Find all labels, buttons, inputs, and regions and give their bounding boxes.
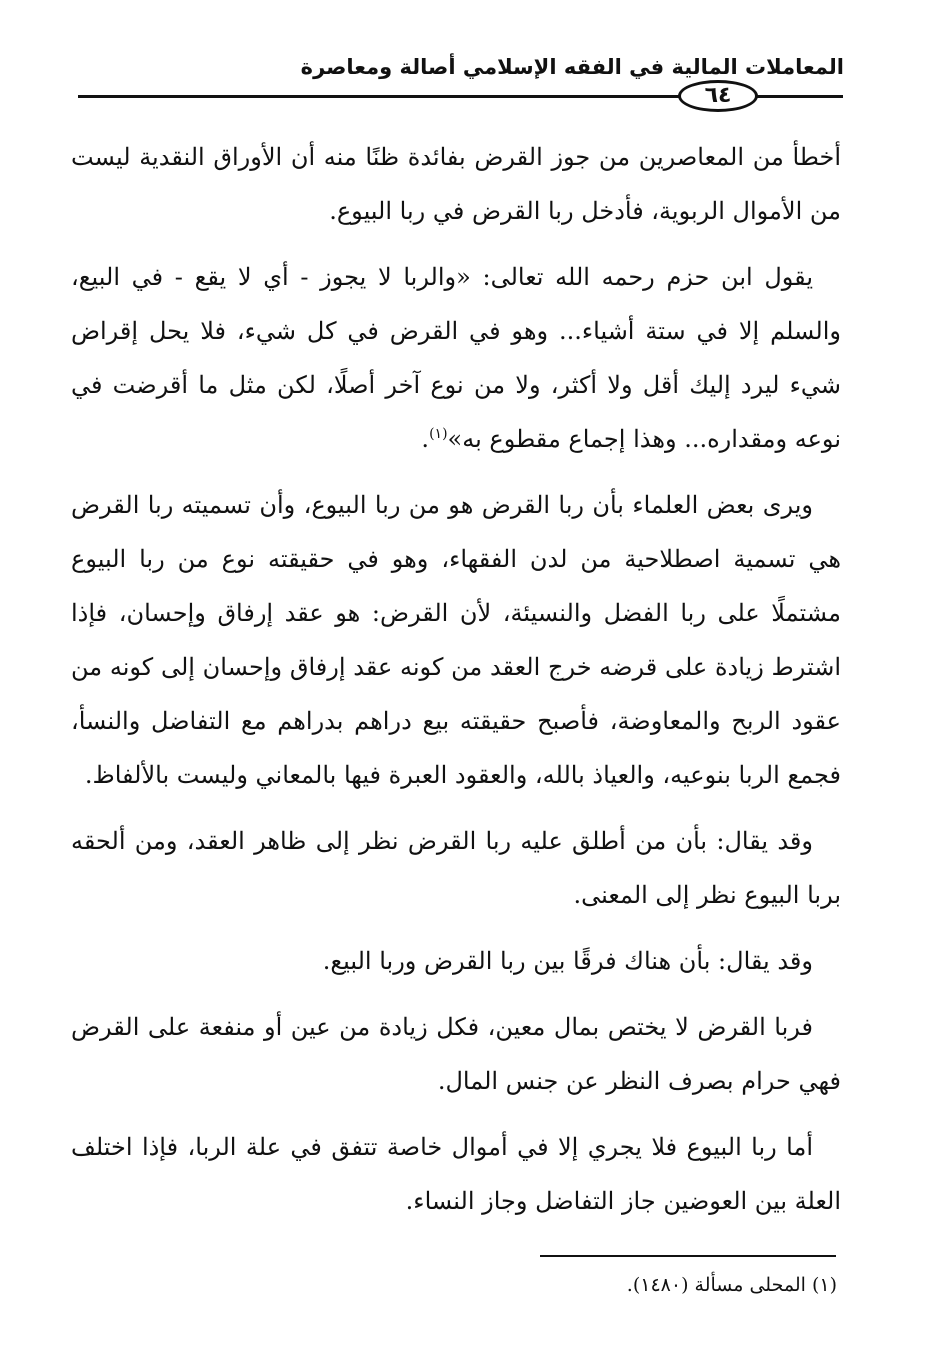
paragraph-3: ويرى بعض العلماء بأن ربا القرض هو من ربا البيوع، وأن تسميته ربا القرض هي تسمية اصطلاحية من لدن الفقهاء، وهو في حقيقته نوع من ربا البيوع مشتملًا على ربا الفضل والنسيئة، لأن القرض: هو عقد إرفاق وإحسان، فإذا اشترط زيادة على قرضه خرج العقد من كونه عقد إرفاق وإحسان إلى كونه من عقود الربح والمعاوضة، فأصبح حقيقته بيع دراهم بدراهم مع التفاضل والنسأ، فجمع الربا بنوعيه، والعياذ بالله، والعقود العبرة فيها بالمعاني وليست بالألفاظ. <box>71 491 841 789</box>
footnote-mark[interactable]: (١) <box>429 426 448 442</box>
paragraph-5: وقد يقال: بأن هناك فرقًا بين ربا القرض وربا البيع. <box>322 947 813 975</box>
ibn-hazm-quote: يقول ابن حزم رحمه الله تعالى: «والربا لا يجوز - أي لا يقع - في البيع، والسلم إلا في ستة أشياء... وهو في القرض في كل شيء، فلا يحل إقراض شيء ليرد إليك أقل ولا أكثر، ولا من نوع آخر أصلًا، لكن مثل ما أقرضت في نوعه ومقداره... وهذا إجماع مقطوع به» <box>71 263 841 453</box>
running-title: المعاملات المالية في الفقه الإسلامي أصالة ومعاصرة <box>300 55 844 79</box>
body-text <box>71 130 841 1240</box>
page-number-oval <box>678 80 758 112</box>
footnote: (١) المحلى مسألة (١٤٨٠). <box>626 1274 837 1296</box>
paragraph-2-end: . <box>421 425 430 453</box>
paragraph-7: أما ربا البيوع فلا يجري إلا في أموال خاصة تتفق في علة الربا، فإذا اختلف العلة بين العوضين جاز التفاضل وجاز النساء. <box>71 1133 841 1215</box>
paragraph-2 <box>71 250 841 466</box>
paragraph-6: فربا القرض لا يختص بمال معين، فكل زيادة من عين أو منفعة على القرض فهي حرام بصرف النظر عن جنس المال. <box>71 1013 841 1095</box>
footnote-rule <box>540 1255 836 1257</box>
paragraph-4: وقد يقال: بأن من أطلق عليه ربا القرض نظر إلى ظاهر العقد، ومن ألحقه بربا البيوع نظر إلى المعنى. <box>71 827 841 909</box>
paragraph-1: أخطأ من المعاصرين من جوز القرض بفائدة ظنًا منه أن الأوراق النقدية ليست من الأموال الربوية، فأدخل ربا القرض في ربا البيوع. <box>71 143 841 225</box>
page-number: ٦٤ <box>704 83 732 108</box>
